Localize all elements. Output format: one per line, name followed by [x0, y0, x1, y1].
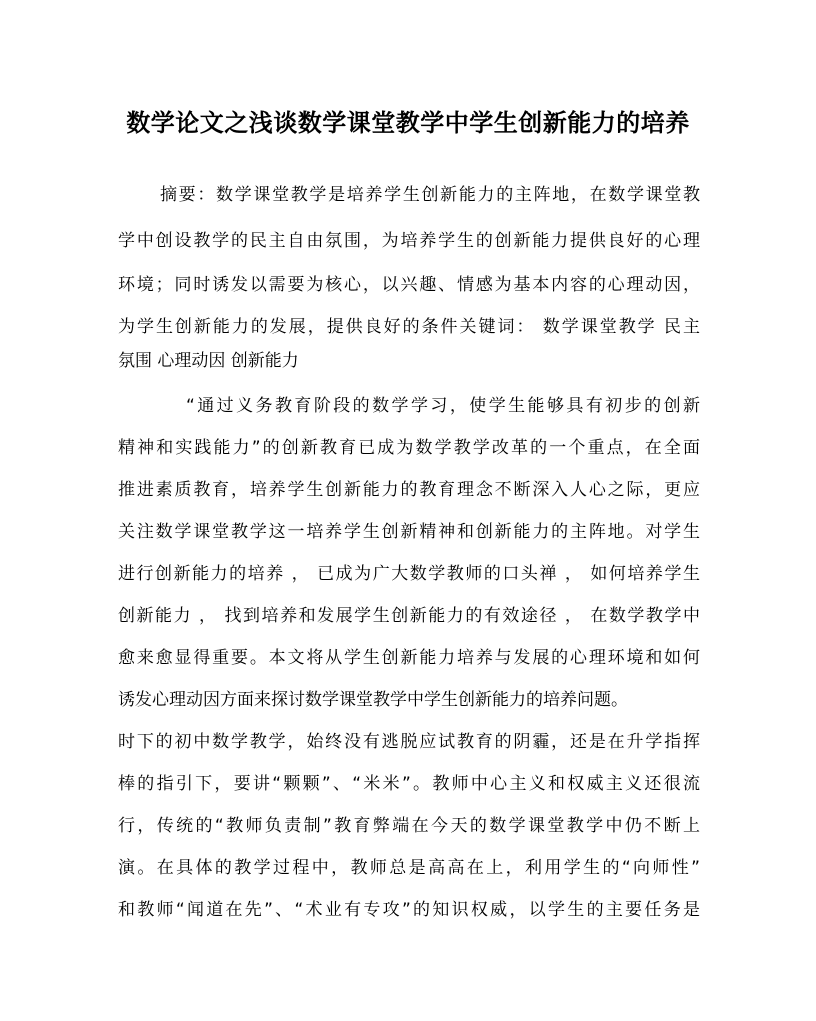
body-line-4: 关注数学课堂教学这一培养学生创新精神和创新能力的主阵地。对学生	[118, 522, 700, 542]
keywords-line: 氛围 心理动因 创新能力	[118, 351, 299, 371]
body-line-6: 创新能力 ， 找到培养和发展学生创新能力的有效途径 ， 在数学教学中	[118, 606, 700, 626]
body-line-1: “通过义务教育阶段的数学学习，使学生能够具有初步的创新	[186, 396, 700, 416]
body-line-13: 和教师“闻道在先”、“术业有专攻”的知识权威，以学生的主要任务是	[118, 900, 700, 920]
abstract-line-3: 环境；同时诱发以需要为核心，以兴趣、情感为基本内容的心理动因，	[118, 275, 700, 295]
body-line-7: 愈来愈显得重要。本文将从学生创新能力培养与发展的心理环境和如何	[118, 648, 700, 668]
body-line-8: 诱发心理动因方面来探讨数学课堂教学中学生创新能力的培养问题。	[118, 690, 628, 710]
body-line-5: 进行创新能力的培养 ， 已成为广大数学教师的口头禅 ， 如何培养学生	[118, 564, 700, 584]
body-line-9: 时下的初中数学教学，始终没有逃脱应试教育的阴霾，还是在升学指挥	[118, 732, 700, 752]
abstract-line-4: 为学生创新能力的发展，提供良好的条件关键词： 数学课堂教学 民主	[118, 317, 700, 337]
body-line-11: 行，传统的“教师负责制”教育弊端在今天的数学课堂教学中仍不断上	[118, 816, 700, 836]
body-line-10: 棒的指引下，要讲“颗颗”、“米米”。教师中心主义和权威主义还很流	[118, 774, 700, 794]
body-line-3: 推进素质教育，培养学生创新能力的教育理念不断深入人心之际，更应	[118, 480, 700, 500]
abstract-line-1: 摘要：数学课堂教学是培养学生创新能力的主阵地，在数学课堂教	[160, 185, 700, 205]
body-line-2: 精神和实践能力”的创新教育已成为数学教学改革的一个重点，在全面	[118, 438, 700, 458]
document-title: 数学论文之浅谈数学课堂教学中学生创新能力的培养	[126, 108, 690, 137]
abstract-line-2: 学中创设教学的民主自由氛围，为培养学生的创新能力提供良好的心理	[118, 231, 700, 251]
body-line-12: 演。在具体的教学过程中，教师总是高高在上，利用学生的“向师性”	[118, 858, 700, 878]
